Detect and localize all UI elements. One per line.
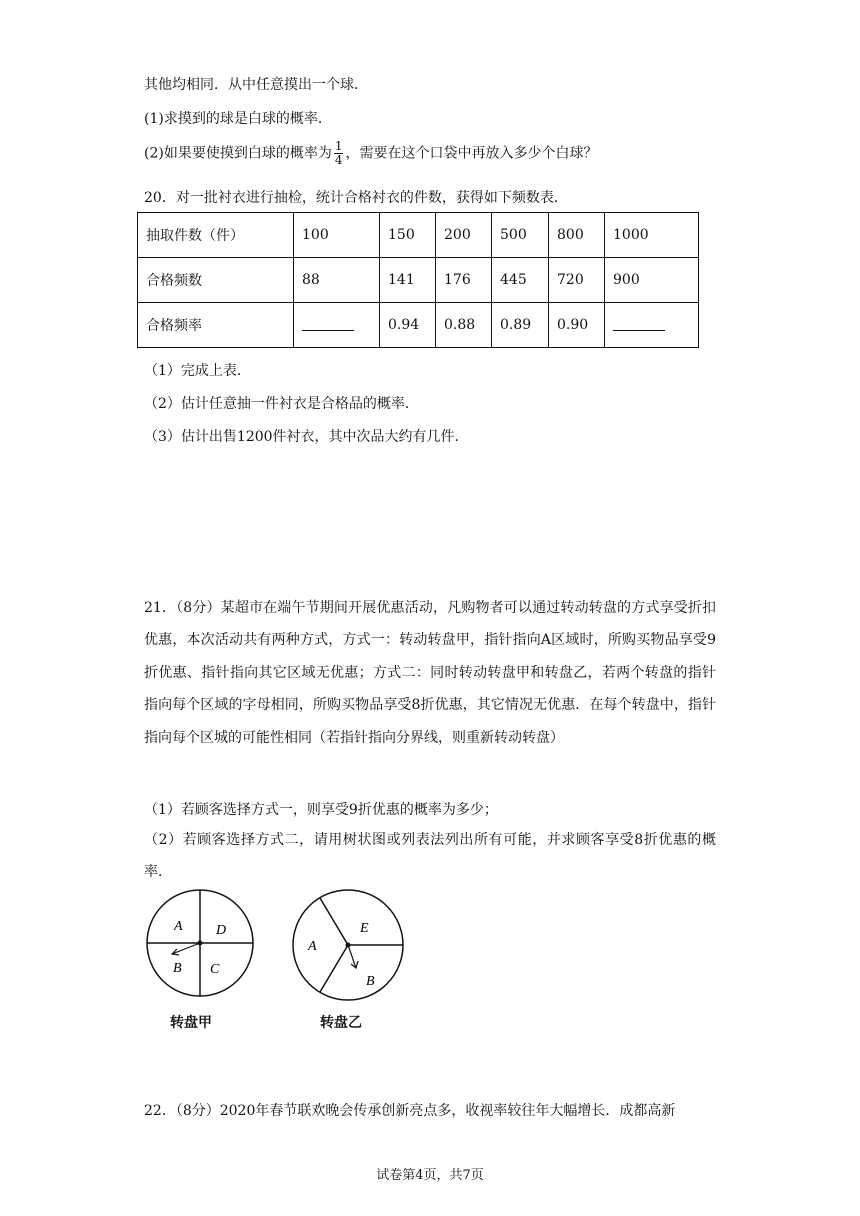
spinner-yi-region-a: A bbox=[308, 939, 317, 954]
table-cell: 200 bbox=[436, 213, 492, 258]
question-20-part-2: （2）估计任意抽一件衬衣是合格品的概率． bbox=[144, 396, 419, 412]
question-19-part-2-text-after: ，需要在这个口袋中再放入多少个白球？ bbox=[345, 145, 598, 162]
table-cell: 445 bbox=[492, 258, 549, 303]
question-21-part-2: （2）若顾客选择方式二，请用树状图或列表法列出所有可能，并求顾客享受8折优惠的概率． bbox=[144, 832, 716, 881]
table-cell: 141 bbox=[380, 258, 436, 303]
answer-blank bbox=[613, 316, 665, 331]
table-cell: 500 bbox=[492, 213, 549, 258]
spinner-yi-label: 转盘乙 bbox=[320, 1015, 362, 1031]
table-header-cell: 抽取件数（件） bbox=[138, 213, 294, 258]
table-cell: 1000 bbox=[605, 213, 699, 258]
spinner-jia-region-a: A bbox=[174, 919, 183, 934]
spinner-figures bbox=[140, 888, 440, 1042]
spinner-yi bbox=[293, 890, 403, 1000]
table-cell: 900 bbox=[605, 258, 699, 303]
spinner-jia-region-d: D bbox=[216, 923, 227, 938]
question-19-part-2-text-before: (2)如果要使摸到白球的概率为 bbox=[144, 145, 332, 162]
table-cell: 176 bbox=[436, 258, 492, 303]
table-cell-blank bbox=[605, 303, 699, 348]
table-row bbox=[138, 258, 699, 303]
table-cell: 0.89 bbox=[492, 303, 549, 348]
question-19-part-2 bbox=[144, 140, 597, 167]
table-cell: 0.90 bbox=[549, 303, 605, 348]
spinner-yi-region-b: B bbox=[366, 974, 375, 989]
table-cell: 100 bbox=[294, 213, 380, 258]
fraction-numerator: 1 bbox=[334, 139, 343, 153]
table-cell: 800 bbox=[549, 213, 605, 258]
question-21-part-1: （1）若顾客选择方式一，则享受9折优惠的概率为多少； bbox=[144, 802, 498, 818]
table-header-cell: 合格频率 bbox=[138, 303, 294, 348]
table-row bbox=[138, 213, 699, 258]
table-row bbox=[138, 303, 699, 348]
spinner-jia-pointer bbox=[172, 943, 200, 954]
answer-blank bbox=[302, 316, 354, 331]
table-cell: 0.94 bbox=[380, 303, 436, 348]
spinner-jia-region-c: C bbox=[210, 962, 220, 977]
question-19-part-1: (1)求摸到的球是白球的概率． bbox=[144, 111, 332, 127]
question-21-stem: 21．（8分）某超市在端午节期间开展优惠活动，凡购物者可以通过转动转盘的方式享受折扣优惠，本次活动共有两种方式，方式一：转动转盘甲，指针指向A区域时，所购买物品享受9折优惠、指针指向其它区域无优惠；方式二：同时转动转盘甲和转盘乙，若两个转盘的指针指向每个区域的字母相同，所购买物品享受8折优惠，其它情况无优惠．在每个转盘中，指针指向每个区城的可能性相同（若指针指向分界线，则重新转动转盘） bbox=[144, 600, 716, 746]
spinner-jia bbox=[147, 890, 253, 996]
table-cell-blank bbox=[294, 303, 380, 348]
table-cell: 88 bbox=[294, 258, 380, 303]
table-cell: 720 bbox=[549, 258, 605, 303]
page-footer: 试卷第4页，共7页 bbox=[376, 1168, 484, 1183]
frequency-table bbox=[137, 212, 699, 348]
table-cell: 150 bbox=[380, 213, 436, 258]
spinner-yi-center bbox=[346, 943, 351, 948]
spinner-jia-region-b: B bbox=[173, 961, 182, 976]
table-header-cell: 合格频数 bbox=[138, 258, 294, 303]
question-20-part-1: （1）完成上表． bbox=[144, 363, 251, 379]
table-cell: 0.88 bbox=[436, 303, 492, 348]
question-20-part-3: （3）估计出售1200件衬衣，其中次品大约有几件． bbox=[144, 429, 469, 445]
spinner-yi-divider-lower bbox=[320, 945, 348, 992]
question-20-stem: 20．对一批衬衣进行抽检，统计合格衬衣的件数，获得如下频数表． bbox=[144, 190, 568, 206]
question-22-stem: 22．（8分）2020年春节联欢晚会传承创新亮点多，收视率较往年大幅增长．成都高新 bbox=[144, 1103, 676, 1119]
fraction-one-quarter bbox=[334, 140, 344, 167]
spinner-jia-label: 转盘甲 bbox=[170, 1015, 212, 1031]
spinner-jia-center bbox=[198, 941, 203, 946]
fraction-denominator: 4 bbox=[334, 153, 343, 167]
spinner-yi-region-e: E bbox=[360, 921, 369, 936]
question-19-continuation: 其他均相同．从中任意摸出一个球． bbox=[144, 77, 368, 93]
spinner-yi-divider-upper bbox=[320, 898, 348, 945]
